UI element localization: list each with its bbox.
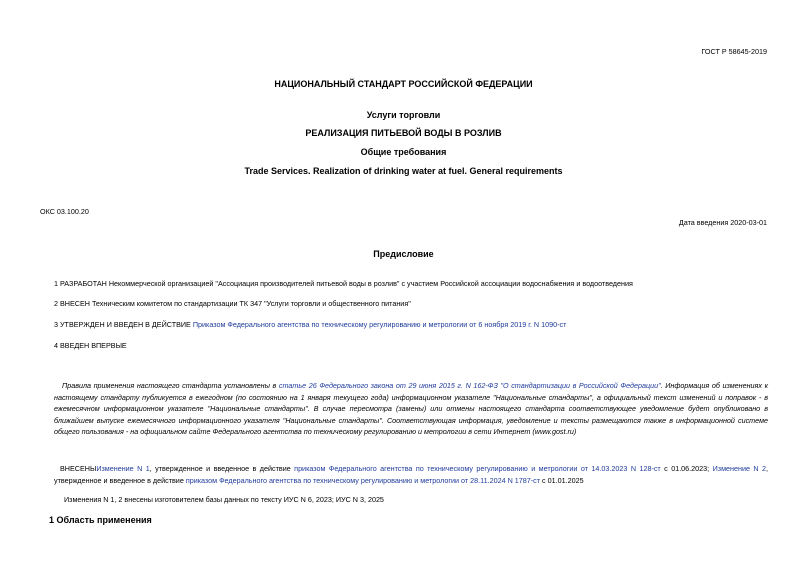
document-code: ГОСТ Р 58645-2019 xyxy=(701,47,767,56)
standard-category: Услуги торговли xyxy=(366,110,441,120)
approval-order-link[interactable]: Приказом Федерального агентства по техническому регулированию и метрологии от 6 ноября 2019 г. N 1090-ст xyxy=(192,320,567,329)
amendments-label: ВНЕСЕНЫ xyxy=(60,464,97,473)
standard-name: РЕАЛИЗАЦИЯ ПИТЬЕВОЙ ВОДЫ В РОЗЛИВ xyxy=(305,128,502,138)
preface-item-developed: 1 РАЗРАБОТАН Некоммерческой организацией "Ассоциация производителей питьевой воды в розлив" с участием Российской ассоциации водоснабжения и водоотведения xyxy=(54,279,633,288)
amendment-1-link[interactable]: Изменение N 1 xyxy=(96,464,150,473)
application-rules-paragraph xyxy=(54,380,768,438)
approved-label: 3 УТВЕРЖДЕН И ВВЕДЕН В ДЕЙСТВИЕ xyxy=(54,320,193,329)
amendments-paragraph xyxy=(54,463,768,486)
amendment-2-order-link[interactable]: приказом Федерального агентства по техническому регулированию и метрологии от 28.11.2024 N 1787-ст xyxy=(185,475,541,485)
amendment-2-text: , утвержденное и введенное в действие xyxy=(54,464,769,485)
amendment-1-text: , утвержденное и введенное в действие xyxy=(149,464,295,473)
rules-text-start: Правила применения настоящего стандарта установлены в xyxy=(62,381,279,390)
standard-subtitle: Общие требования xyxy=(360,147,447,157)
amendment-1-order-link[interactable]: приказом Федерального агентства по техническому регулированию и метрологии от 14.03.2023 N 128-ст xyxy=(294,464,661,473)
preface-heading: Предисловие xyxy=(373,249,434,259)
intro-date: Дата введения 2020-03-01 xyxy=(678,218,767,227)
preface-item-submitted: 2 ВНЕСЕН Техническим комитетом по стандартизации ТК 347 "Услуги торговли и общественного питания" xyxy=(54,299,411,308)
preface-item-approved xyxy=(54,320,566,329)
standard-english-title: Trade Services. Realization of drinking water at fuel. General requirements xyxy=(244,166,563,176)
section-1-heading: 1 Область применения xyxy=(49,515,152,525)
amendment-2-date: с 01.01.2025 xyxy=(540,475,584,485)
rules-text-rest: . Информация об изменениях к настоящему стандарту публикуется в ежегодном (по состоянию на 1 января текущего года) информационном указателе "Национальные стандарты", а официальный текст изменений и поправок - в ежемесячном информационном указателе "Национальные стандарты". В случае пересмотра (замены) или отмены настоящего стандарта соответствующее уведомление будет опубликовано в ближайшем выпуске ежемесячного информационного указателя "Национальные стандарты". Соответствующая информация, уведомление и тексты размещаются также в информационной системе общего пользования - на официальном сайте Федерального агентства по техническому регулированию и метрологии в сети Интернет (www.gost.ru) xyxy=(54,381,768,436)
oks-code: ОКС 03.100.20 xyxy=(40,207,89,216)
federal-law-link[interactable]: статье 26 Федерального закона от 29 июня 2015 г. N 162-ФЗ "О стандартизации в Российской Федерации" xyxy=(278,381,661,390)
amendments-note: Изменения N 1, 2 внесены изготовителем базы данных по тексту ИУС N 6, 2023; ИУС N 3, 2025 xyxy=(64,495,384,504)
amendment-1-date: с 01.06.2023; xyxy=(660,464,713,473)
amendment-2-link[interactable]: Изменение N 2 xyxy=(712,464,767,473)
standard-national-title: НАЦИОНАЛЬНЫЙ СТАНДАРТ РОССИЙСКОЙ ФЕДЕРАЦИИ xyxy=(274,79,533,89)
preface-item-first-introduced: 4 ВВЕДЕН ВПЕРВЫЕ xyxy=(54,341,127,350)
